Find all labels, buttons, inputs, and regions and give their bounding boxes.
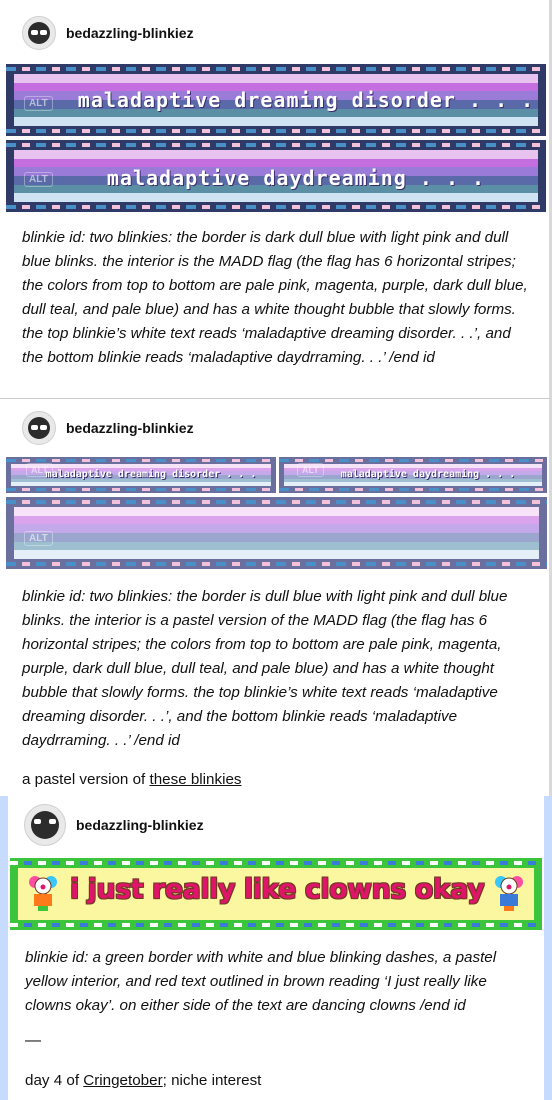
- post-3: [0, 796, 552, 1100]
- image-description: blinkie id: two blinkies: the border is dull blue with light pink and dull blue blinks. the interior is a pastel version of the MADD flag (the flag has 6 horizontal stripes; the colors from top to bottom are pale pink, magenta, purple, dark dull blue, dull teal, and pale blue) and has a white thought bubble that slowly forms. the top blinkie’s white text reads ‘maladaptive dreaming disorder. . .’, and the bottom blinkie reads ‘maladaptive daydrraming. . .’ /end id: [22, 588, 508, 749]
- blinkie-image[interactable]: [279, 457, 547, 493]
- blinkie-text: i just really like clowns okay: [70, 874, 485, 905]
- note-text: a pastel version of: [22, 771, 150, 788]
- avatar[interactable]: [24, 804, 66, 846]
- alt-badge[interactable]: ALT: [24, 531, 53, 546]
- post-header: [22, 411, 194, 445]
- footer-text: day 4 of: [25, 1072, 84, 1089]
- post-1: [0, 0, 552, 398]
- alt-badge[interactable]: ALT: [26, 463, 53, 477]
- cringetober-link[interactable]: Cringetober: [83, 1072, 163, 1089]
- sunglasses-icon: [31, 811, 59, 839]
- alt-badge[interactable]: ALT: [24, 96, 53, 111]
- alt-badge[interactable]: ALT: [24, 172, 53, 187]
- avatar[interactable]: [22, 16, 56, 50]
- post-header: [24, 804, 204, 846]
- source-link[interactable]: these blinkies: [149, 771, 242, 788]
- blinkie-text: maladaptive daydreaming . . .: [106, 166, 486, 190]
- avatar[interactable]: [22, 411, 56, 445]
- username[interactable]: bedazzling-blinkiez: [76, 817, 204, 833]
- blinkie-text: maladaptive dreaming disorder . . .: [77, 88, 535, 112]
- username[interactable]: bedazzling-blinkiez: [66, 25, 194, 41]
- frame-right: [544, 796, 552, 1100]
- post-footer: [25, 1072, 261, 1089]
- separator-dash: —: [25, 1032, 41, 1049]
- blinkie-image[interactable]: [10, 858, 542, 930]
- blinkie-image[interactable]: [6, 64, 546, 136]
- blinkie-text: maladaptive daydreaming . . .: [340, 469, 516, 480]
- blinkie-image[interactable]: [6, 497, 547, 569]
- clown-icon: [26, 872, 60, 912]
- sunglasses-icon: [28, 22, 50, 44]
- post-header: [22, 16, 194, 50]
- blinkie-image[interactable]: [6, 140, 546, 212]
- footer-text: ; niche interest: [162, 1072, 262, 1089]
- sunglasses-icon: [28, 417, 50, 439]
- frame-left: [0, 796, 8, 1100]
- image-description: blinkie id: two blinkies: the border is dark dull blue with light pink and dull blue blinks. the interior is the MADD flag (the flag has 6 horizontal stripes; the colors from top to bottom are pale pink, magenta, purple, dark dull blue, dull teal, and pale blue) and has a white thought bubble that slowly forms. the top blinkie’s white text reads ‘maladaptive dreaming disorder. . .’, and the bottom blinkie reads ‘maladaptive daydrraming. . .’ /end id: [22, 229, 528, 366]
- blinkie-image[interactable]: [6, 457, 276, 493]
- post-2: [0, 398, 552, 796]
- alt-badge[interactable]: ALT: [297, 463, 324, 477]
- post-note: [22, 771, 242, 788]
- clown-icon: [492, 872, 526, 912]
- username[interactable]: bedazzling-blinkiez: [66, 420, 194, 436]
- blinkie-text: maladaptive dreaming disorder . . .: [45, 469, 257, 480]
- image-description: blinkie id: a green border with white and blue blinking dashes, a pastel yellow interior, and red text outlined in brown reading ‘I just really like clowns okay’. on either side of the text are dancing clowns /end id: [25, 949, 497, 1014]
